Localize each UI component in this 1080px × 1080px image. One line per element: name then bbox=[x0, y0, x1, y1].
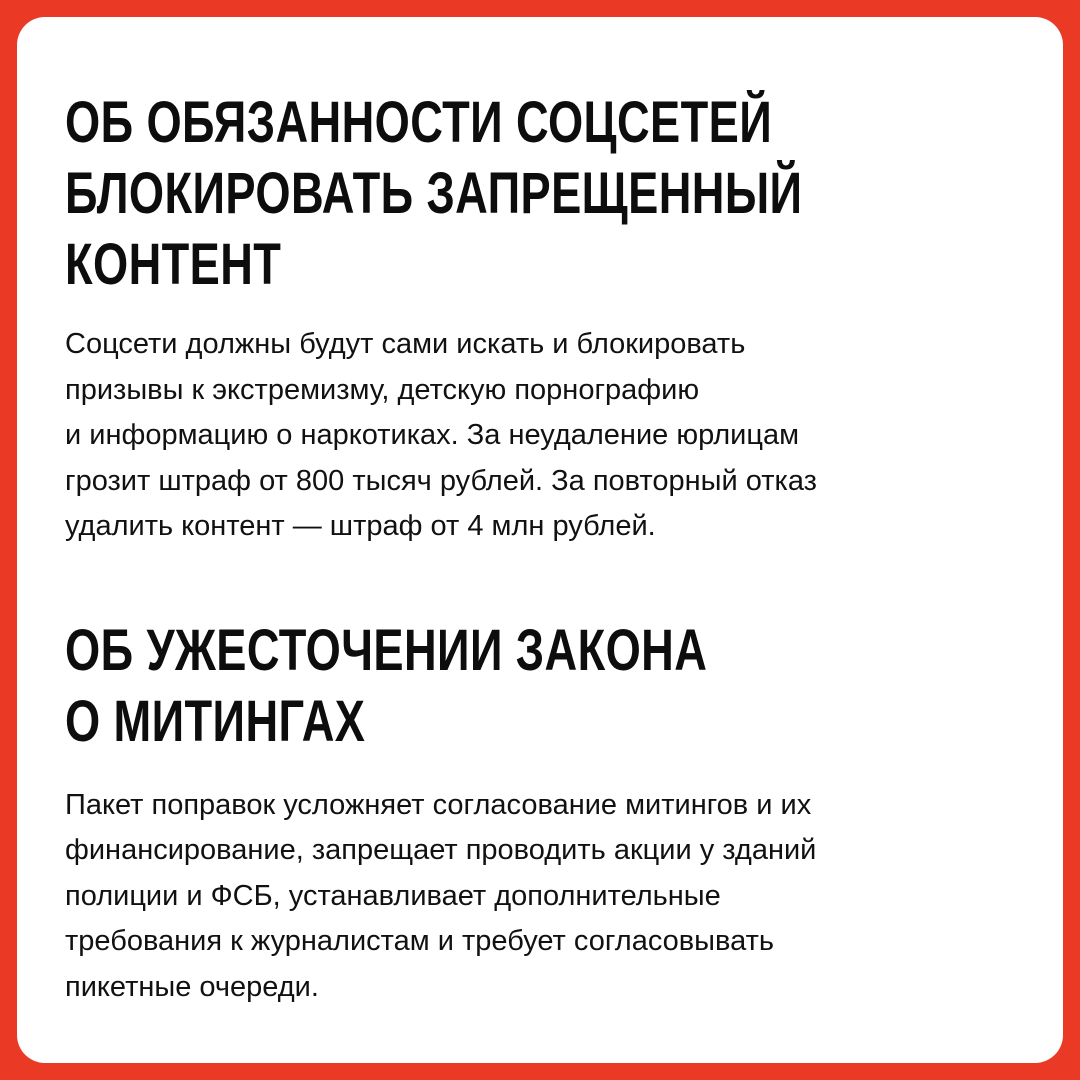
section-social-networks bbox=[65, 87, 1023, 550]
section-body: Пакет поправок усложняет согласование митингов и их финансирование, запрещает проводить акции у зданий полиции и ФСБ, устанавливает дополнительные требования к журналистам и требует согласовывать пикетные очереди. bbox=[65, 788, 817, 1003]
section-heading: ОБ ОБЯЗАННОСТИ СОЦСЕТЕЙ БЛОКИРОВАТЬ ЗАПРЕЩЕННЫЙ КОНТЕНТ bbox=[65, 90, 803, 297]
content-card bbox=[17, 17, 1063, 1063]
section-body: Соцсети должны будут сами искать и блокировать призывы к экстремизму, детскую порнографию и информацию о наркотиках. За неудаление юрлицам грозит штраф от 800 тысяч рублей. За повторный отказ удалить контент — штраф от 4 млн рублей. bbox=[65, 328, 817, 542]
section-rallies-law bbox=[65, 615, 1023, 1011]
section-heading: ОБ УЖЕСТОЧЕНИИ ЗАКОНА О МИТИНГАХ bbox=[65, 617, 708, 754]
